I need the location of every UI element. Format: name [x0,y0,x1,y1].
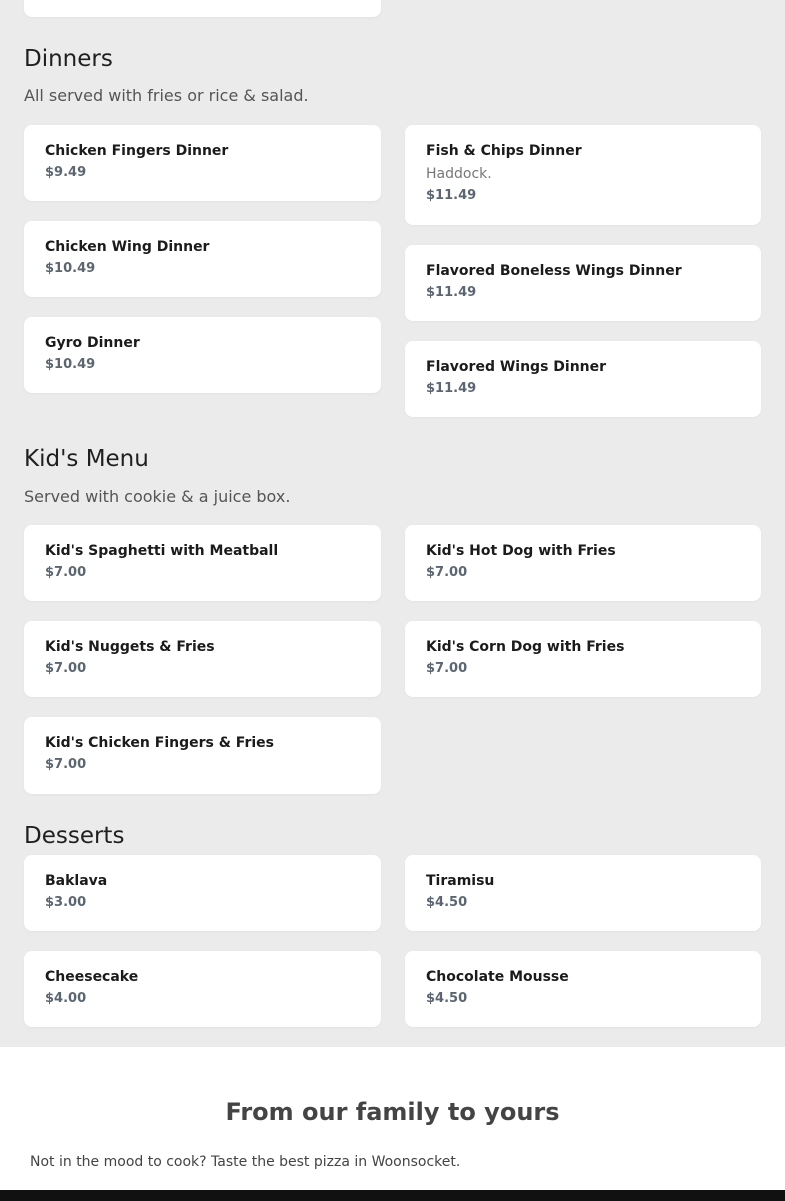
item-price: $7.00 [426,661,468,676]
item-price: $11.49 [426,188,477,203]
item-name: Kid's Hot Dog with Fries [426,543,616,559]
section-subtitle-kids-menu: Served with cookie & a juice box. [24,487,291,506]
section-title-dinners: Dinners [24,46,113,72]
menu-item-card[interactable] [24,125,381,201]
section-subtitle-dinners: All served with fries or rice & salad. [24,86,309,105]
item-name: Kid's Corn Dog with Fries [426,639,625,655]
item-name: Chocolate Mousse [426,969,569,985]
item-price: $4.50 [426,991,468,1006]
item-name: Chicken Fingers Dinner [45,143,229,159]
menu-item-card[interactable] [24,621,381,697]
menu-item-card[interactable] [405,245,761,321]
item-name: Fish & Chips Dinner [426,143,582,159]
footer-title: From our family to yours [225,1098,560,1126]
item-name: Gyro Dinner [45,335,140,351]
menu-item-card[interactable] [24,951,381,1027]
item-price: $11.49 [426,381,477,396]
menu-item-card[interactable] [405,525,761,601]
section-title-desserts: Desserts [24,823,125,849]
item-price: $4.50 [426,895,468,910]
menu-item-card[interactable] [24,221,381,297]
menu-item-card[interactable] [24,525,381,601]
item-price: $10.49 [45,357,96,372]
item-description: Haddock. [426,166,492,182]
menu-item-card-partial[interactable] [24,0,381,17]
menu-item-card[interactable] [405,341,761,417]
item-name: Kid's Spaghetti with Meatball [45,543,279,559]
menu-item-card[interactable] [405,951,761,1027]
item-price: $7.00 [426,565,468,580]
item-name: Tiramisu [426,873,495,889]
menu-item-card[interactable] [405,621,761,697]
menu-item-card[interactable] [405,855,761,931]
item-price: $11.49 [426,285,477,300]
menu-item-card[interactable] [24,855,381,931]
item-name: Kid's Chicken Fingers & Fries [45,735,275,751]
item-name: Kid's Nuggets & Fries [45,639,215,655]
footer-text: Not in the mood to cook? Taste the best pizza in Woonsocket. [30,1154,461,1170]
item-price: $7.00 [45,661,87,676]
section-title-kids-menu: Kid's Menu [24,446,149,472]
menu-item-card[interactable] [405,125,761,225]
item-price: $4.00 [45,991,87,1006]
item-name: Chicken Wing Dinner [45,239,210,255]
item-name: Flavored Boneless Wings Dinner [426,263,682,279]
menu-item-card[interactable] [24,717,381,794]
item-name: Cheesecake [45,969,139,985]
item-price: $7.00 [45,757,87,772]
menu-item-card[interactable] [24,317,381,393]
footer-section [0,1047,785,1190]
item-name: Baklava [45,873,108,889]
item-price: $3.00 [45,895,87,910]
bottom-bar [0,1190,785,1201]
item-price: $10.49 [45,261,96,276]
item-price: $7.00 [45,565,87,580]
item-name: Flavored Wings Dinner [426,359,607,375]
item-price: $9.49 [45,165,87,180]
